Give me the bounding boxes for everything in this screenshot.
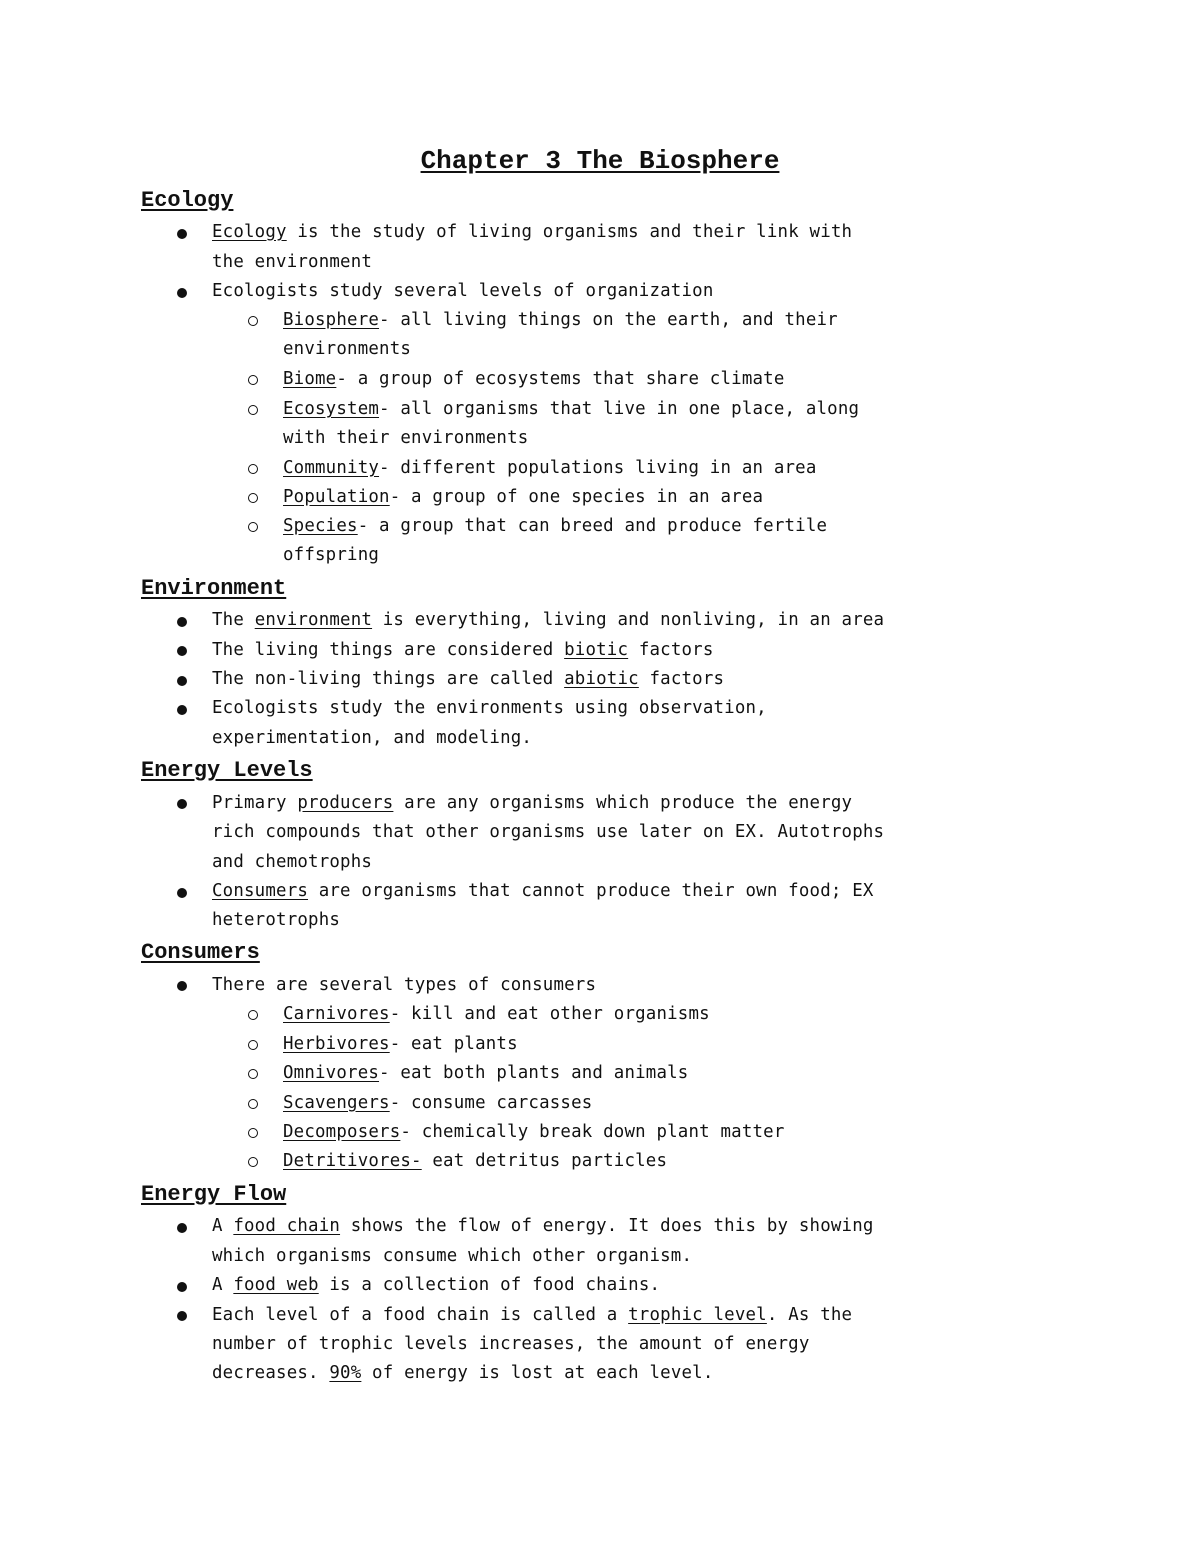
list-item-continuation — [212, 1359, 714, 1389]
sub-list-item — [283, 1059, 688, 1089]
sub-list-item — [283, 483, 763, 513]
definition: eat detritus particles — [421, 1151, 668, 1171]
list-item-continuation: environments — [283, 339, 412, 359]
term: biotic — [564, 640, 629, 660]
sub-list-item — [283, 1147, 667, 1177]
sub-bullet-icon — [248, 375, 258, 385]
term: Consumers — [212, 881, 309, 901]
list-item — [212, 1301, 852, 1331]
text: . As the — [766, 1305, 853, 1325]
definition: - kill and eat other organisms — [389, 1004, 710, 1024]
bullet-icon — [177, 1311, 187, 1321]
list-item — [212, 218, 852, 248]
sub-bullet-icon — [248, 1128, 258, 1138]
bullet-icon — [177, 676, 187, 686]
page-title: Chapter 3 The Biosphere — [420, 146, 780, 176]
text: of energy is lost at each level. — [361, 1363, 714, 1383]
section-heading-environment: Environment — [141, 576, 287, 601]
term: Ecosystem — [283, 399, 380, 419]
list-item: There are several types of consumers — [212, 975, 597, 995]
list-item-continuation: which organisms consume which other organism. — [212, 1246, 693, 1266]
sub-list-item — [283, 454, 817, 484]
term: food chain — [233, 1216, 341, 1236]
section-heading-consumers: Consumers — [141, 940, 260, 965]
definition: - chemically break down plant matter — [400, 1122, 785, 1142]
list-item-continuation: rich compounds that other organisms use later on EX. Autotrophs — [212, 822, 885, 842]
definition: - eat plants — [389, 1034, 518, 1054]
term: Ecology — [212, 222, 287, 242]
definition: - a group of one species in an area — [389, 487, 764, 507]
bullet-icon — [177, 617, 187, 627]
term: Herbivores — [283, 1034, 390, 1054]
list-item-continuation: the environment — [212, 252, 373, 272]
sub-list-item — [283, 306, 838, 336]
section-heading-ecology: Ecology — [141, 188, 234, 213]
term: Community — [283, 458, 380, 478]
term: trophic level — [628, 1305, 767, 1325]
text: is a collection of food chains. — [318, 1275, 661, 1295]
list-item: Ecologists study the environments using observation, — [212, 698, 767, 718]
sub-bullet-icon — [248, 522, 258, 532]
list-item-continuation: and chemotrophs — [212, 852, 373, 872]
sub-bullet-icon — [248, 1099, 258, 1109]
definition: - a group of ecosystems that share climate — [336, 369, 785, 389]
list-item — [212, 636, 714, 666]
sub-list-item — [283, 1089, 592, 1119]
bullet-icon — [177, 705, 187, 715]
term: producers — [297, 793, 394, 813]
bullet-icon — [177, 288, 187, 298]
list-item — [212, 877, 874, 907]
sub-list-item — [283, 1118, 785, 1148]
bullet-icon — [177, 888, 187, 898]
list-item-continuation: with their environments — [283, 428, 529, 448]
list-item — [212, 1271, 660, 1301]
definition: - consume carcasses — [389, 1093, 593, 1113]
term: food web — [233, 1275, 319, 1295]
definition: - all living things on the earth, and their — [379, 310, 838, 330]
term: Biome — [283, 369, 337, 389]
sub-list-item — [283, 1030, 518, 1060]
list-item-continuation: number of trophic levels increases, the amount of energy — [212, 1334, 810, 1354]
sub-bullet-icon — [248, 1157, 258, 1167]
text: are organisms that cannot produce their own food; EX — [308, 881, 874, 901]
term: Scavengers — [283, 1093, 390, 1113]
text: Primary — [212, 793, 298, 813]
bullet-icon — [177, 646, 187, 656]
term: Carnivores — [283, 1004, 390, 1024]
text: The — [212, 610, 255, 630]
text: is everything, living and nonliving, in an area — [372, 610, 885, 630]
definition: is the study of living organisms and their link with — [286, 222, 853, 242]
text: A — [212, 1216, 234, 1236]
sub-bullet-icon — [248, 464, 258, 474]
definition: - eat both plants and animals — [379, 1063, 689, 1083]
term: Population — [283, 487, 390, 507]
term: Species — [283, 516, 358, 536]
sub-bullet-icon — [248, 405, 258, 415]
sub-bullet-icon — [248, 316, 258, 326]
definition: - all organisms that live in one place, along — [379, 399, 860, 419]
text: factors — [638, 669, 725, 689]
definition: - a group that can breed and produce fertile — [357, 516, 828, 536]
sub-bullet-icon — [248, 1040, 258, 1050]
list-item — [212, 606, 884, 636]
sub-bullet-icon — [248, 1069, 258, 1079]
list-item — [212, 1212, 874, 1242]
text: factors — [628, 640, 714, 660]
list-item — [212, 789, 852, 819]
sub-list-item — [283, 512, 827, 542]
term: Omnivores — [283, 1063, 380, 1083]
text: A — [212, 1275, 234, 1295]
list-item-continuation: experimentation, and modeling. — [212, 728, 533, 748]
sub-list-item — [283, 1000, 710, 1030]
text: The living things are considered — [212, 640, 565, 660]
text: are any organisms which produce the energy — [393, 793, 853, 813]
term: Detritivores- — [283, 1151, 422, 1171]
term: abiotic — [564, 669, 639, 689]
text: Each level of a food chain is called a — [212, 1305, 629, 1325]
term: 90% — [329, 1363, 362, 1383]
section-heading-energy-levels: Energy Levels — [141, 758, 313, 783]
term: Decomposers — [283, 1122, 401, 1142]
text: The non-living things are called — [212, 669, 565, 689]
sub-bullet-icon — [248, 493, 258, 503]
term: environment — [254, 610, 373, 630]
list-item — [212, 665, 724, 695]
list-item: Ecologists study several levels of organization — [212, 281, 714, 301]
bullet-icon — [177, 981, 187, 991]
section-heading-energy-flow: Energy Flow — [141, 1182, 287, 1207]
text: shows the flow of energy. It does this by showing — [340, 1216, 874, 1236]
bullet-icon — [177, 799, 187, 809]
list-item-continuation: offspring — [283, 545, 380, 565]
bullet-icon — [177, 1282, 187, 1292]
bullet-icon — [177, 229, 187, 239]
text: decreases. — [212, 1363, 330, 1383]
bullet-icon — [177, 1223, 187, 1233]
list-item-continuation: heterotrophs — [212, 910, 341, 930]
sub-list-item — [283, 365, 785, 395]
term: Biosphere — [283, 310, 380, 330]
sub-list-item — [283, 395, 859, 425]
sub-bullet-icon — [248, 1010, 258, 1020]
definition: - different populations living in an area — [379, 458, 817, 478]
